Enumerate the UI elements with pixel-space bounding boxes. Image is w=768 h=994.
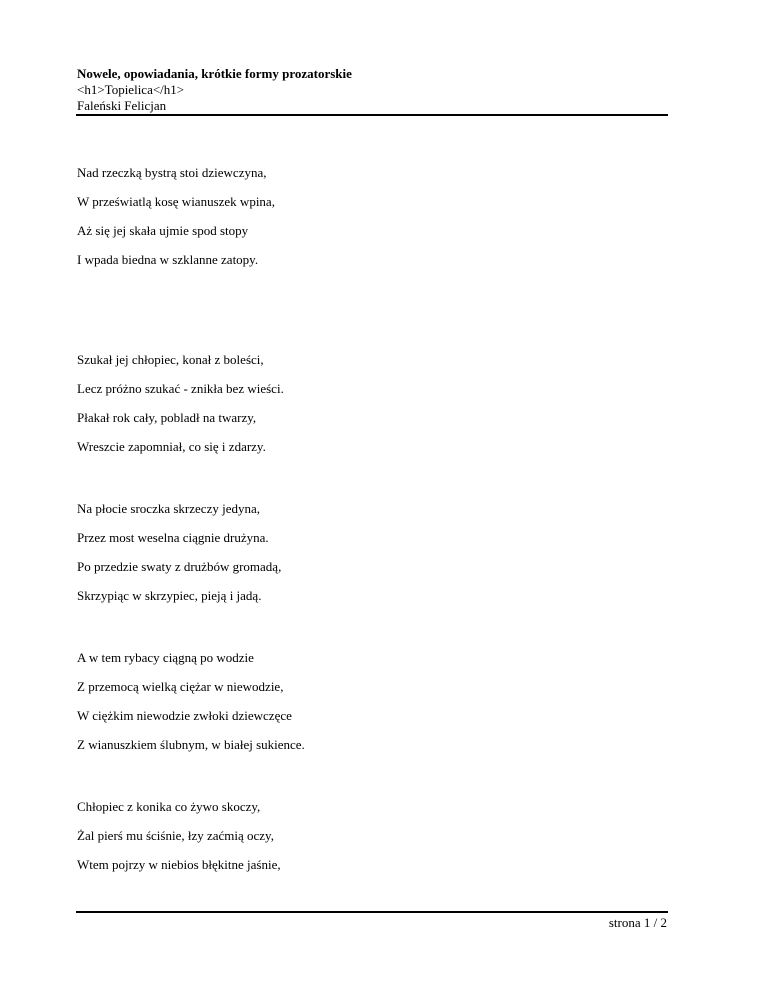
verse-line: Chłopiec z konika co żywo skoczy, (77, 799, 261, 814)
verse-line: Lecz próżno szukać - znikła bez wieści. (77, 381, 284, 396)
collection-title: Nowele, opowiadania, krótkie formy prozatorskie (77, 66, 352, 81)
verse-line: Przez most weselna ciągnie drużyna. (77, 530, 269, 545)
verse-line: Wtem pojrzy w niebios błękitne jaśnie, (77, 857, 281, 872)
verse-line: Po przedzie swaty z drużbów gromadą, (77, 559, 282, 574)
verse-line: A w tem rybacy ciągną po wodzie (77, 650, 254, 665)
verse-line: I wpada biedna w szklanne zatopy. (77, 252, 259, 267)
verse-line: Szukał jej chłopiec, konał z boleści, (77, 352, 264, 367)
verse-line: Żal pierś mu ściśnie, łzy zaćmią oczy, (77, 828, 274, 843)
author-name: Faleński Felicjan (77, 98, 167, 113)
verse-line: Płakał rok cały, pobladł na twarzy, (77, 410, 257, 425)
verse-line: Wreszcie zapomniał, co się i zdarzy. (77, 439, 266, 454)
page-number: strona 1 / 2 (608, 915, 667, 930)
verse-line: Nad rzeczką bystrą stoi dziewczyna, (77, 165, 267, 180)
verse-line: Z przemocą wielką ciężar w niewodzie, (77, 679, 284, 694)
verse-line: Skrzypiąc w skrzypiec, pieją i jadą. (77, 588, 262, 603)
work-title: <h1>Topielica</h1> (77, 82, 185, 97)
header-divider (76, 114, 668, 116)
document-header (77, 66, 667, 114)
verse-line: Na płocie sroczka skrzeczy jedyna, (77, 501, 260, 516)
verse-line: Z wianuszkiem ślubnym, w białej sukience. (77, 737, 305, 752)
footer-divider (76, 911, 668, 913)
verse-line: W przeświatlą kosę wianuszek wpina, (77, 194, 275, 209)
verse-line: Aż się jej skała ujmie spod stopy (77, 223, 249, 238)
verse-line: W ciężkim niewodzie zwłoki dziewczęce (77, 708, 292, 723)
